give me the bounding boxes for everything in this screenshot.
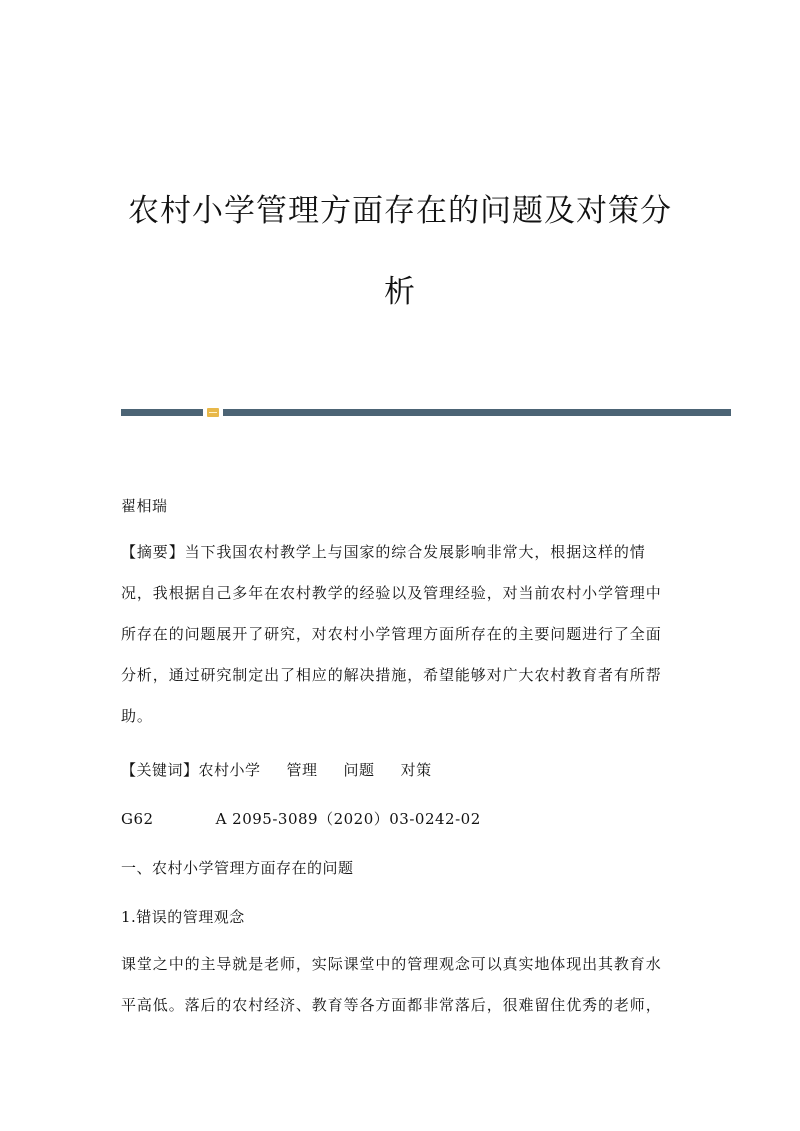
keywords-label: 【关键词】	[121, 761, 199, 779]
divider-bar-right	[223, 409, 731, 416]
section-heading: 一、农村小学管理方面存在的问题	[121, 859, 354, 877]
abstract-line: 况，我根据自己多年在农村教学的经验以及管理经验，对当前农村小学管理中	[121, 584, 662, 602]
page-title: 农村小学管理方面存在的问题及对策分	[128, 193, 672, 229]
subsection-heading: 1.错误的管理观念	[121, 908, 245, 926]
abstract-line: 助。	[121, 707, 153, 725]
divider-bar-left	[121, 409, 203, 416]
keyword: 对策	[400, 761, 432, 779]
abstract-line: 分析，通过研究制定出了相应的解决措施，希望能够对广大农村教育者有所帮	[121, 666, 662, 684]
abstract-line: 所存在的问题展开了研究，对农村小学管理方面所存在的主要问题进行了全面	[121, 625, 662, 643]
title-divider	[121, 409, 731, 416]
keyword: 农村小学	[198, 761, 261, 779]
divider-badge-icon	[207, 408, 219, 417]
classification	[121, 809, 681, 829]
body-line: 平高低。落后的农村经济、教育等各方面都非常落后，很难留住优秀的老师，	[121, 996, 662, 1014]
author-name: 翟相瑞	[121, 497, 168, 515]
clc-number: G62	[121, 810, 154, 828]
keyword: 管理	[286, 761, 318, 779]
abstract-line: 【摘要】当下我国农村教学上与国家的综合发展影响非常大，根据这样的情	[121, 543, 646, 561]
keywords	[121, 760, 681, 780]
keyword: 问题	[343, 761, 375, 779]
body-line: 课堂之中的主导就是老师，实际课堂中的管理观念可以真实地体现出其教育水	[121, 955, 662, 973]
article-code: A 2095-3089（2020）03-0242-02	[215, 810, 481, 828]
page-title-continued: 析	[384, 274, 416, 310]
